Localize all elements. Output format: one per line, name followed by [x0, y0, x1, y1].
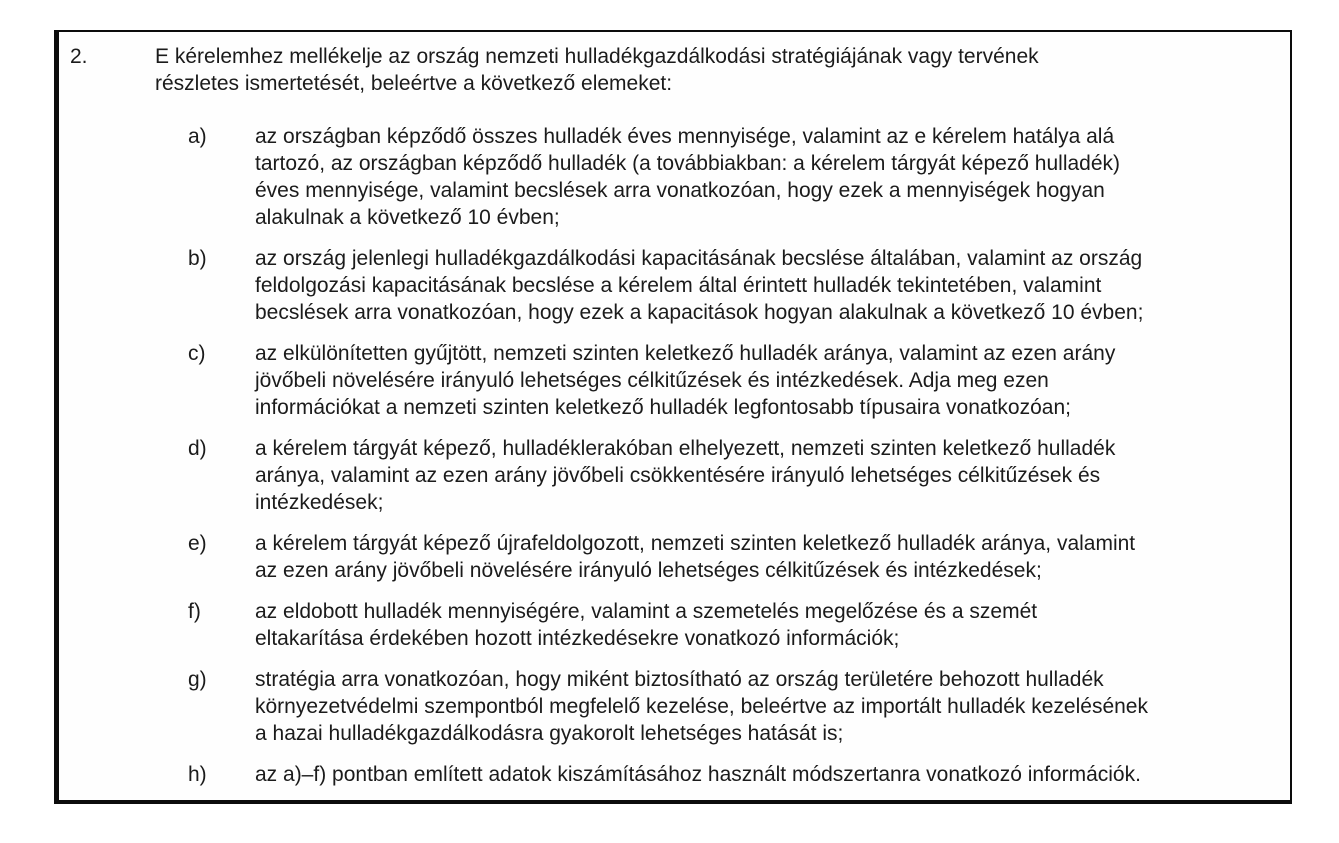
text-line: az ország jelenlegi hulladékgazdálkodási kapacitásának becslése általában, valamint az ország	[255, 247, 1143, 270]
item-number: 2.	[70, 45, 88, 68]
text-line: jövőbeli növelésére irányuló lehetséges célkitűzések és intézkedések. Adja meg ezen	[255, 369, 1049, 392]
text-line: az elkülönítetten gyűjtött, nemzeti szinten keletkező hulladék aránya, valamint az ezen arány	[255, 342, 1116, 365]
list-item	[188, 761, 1272, 788]
text-line: információkat a nemzeti szinten keletkező hulladék legfontosabb típusaira vonatkozóan;	[255, 396, 1071, 419]
text-line: feldolgozási kapacitásának becslése a kérelem által érintett hulladék tekintetében, valamint	[255, 274, 1102, 297]
text-line: eltakarítása érdekében hozott intézkedésekre vonatkozó információk;	[255, 627, 900, 650]
document-frame	[54, 30, 1292, 804]
item-letter: d)	[188, 437, 207, 460]
item-text	[255, 245, 1272, 326]
text-line: az országban képződő összes hulladék éves mennyisége, valamint az e kérelem hatálya alá	[255, 125, 1115, 148]
list-item	[188, 123, 1272, 231]
list-item	[188, 530, 1272, 584]
text-line: az a)–f) pontban említett adatok kiszámításához használt módszertanra vonatkozó információk.	[255, 763, 1141, 786]
text-line: a kérelem tárgyát képező újrafeldolgozott, nemzeti szinten keletkező hulladék aránya, valamint	[255, 532, 1136, 555]
list-item	[188, 598, 1272, 652]
item-text	[255, 123, 1272, 231]
item-letter: b)	[188, 247, 207, 270]
text-line: alakulnak a következő 10 évben;	[255, 206, 560, 229]
item-text	[255, 435, 1272, 516]
text-line: az eldobott hulladék mennyiségére, valamint a szemetelés megelőzése és a szemét	[255, 600, 1038, 623]
item-letter: f)	[188, 600, 201, 623]
item-text	[255, 598, 1272, 652]
intro-paragraph	[155, 43, 1272, 97]
list-item	[188, 340, 1272, 421]
item-letter: g)	[188, 668, 207, 691]
text-line: részletes ismertetését, beleértve a következő elemeket:	[155, 72, 673, 95]
list-item	[188, 666, 1272, 747]
item-letter: e)	[188, 532, 207, 555]
text-line: tartozó, az országban képződő hulladék (a továbbiakban: a kérelem tárgyát képező hulladék)	[255, 152, 1121, 175]
text-line: a kérelem tárgyát képező, hulladéklerakóban elhelyezett, nemzeti szinten keletkező hulladék	[255, 437, 1116, 460]
item-letter: c)	[188, 342, 206, 365]
section-body	[155, 43, 1272, 788]
text-line: E kérelemhez mellékelje az ország nemzeti hulladékgazdálkodási stratégiájának vagy tervének	[155, 45, 1039, 68]
list-item	[188, 245, 1272, 326]
text-line: környezetvédelmi szempontból megfelelő kezelése, beleértve az importált hulladék kezelésének	[255, 695, 1148, 718]
item-letter: a)	[188, 125, 207, 148]
item-letter: h)	[188, 763, 207, 786]
text-line: az ezen arány jövőbeli növelésére irányuló lehetséges célkitűzések és intézkedések;	[255, 559, 1042, 582]
text-line: becslések arra vonatkozóan, hogy ezek a kapacitások hogyan alakulnak a következő 10 évben;	[255, 301, 1144, 324]
text-line: a hazai hulladékgazdálkodásra gyakorolt lehetséges hatását is;	[255, 722, 844, 745]
item-text	[255, 666, 1272, 747]
item-text	[255, 761, 1272, 788]
numbered-section	[67, 43, 1272, 788]
item-text	[255, 340, 1272, 421]
text-line: aránya, valamint az ezen arány jövőbeli csökkentésére irányuló lehetséges célkitűzések és	[255, 464, 1101, 487]
text-line: éves mennyisége, valamint becslések arra vonatkozóan, hogy ezek a mennyiségek hogyan	[255, 179, 1105, 202]
item-text	[255, 530, 1272, 584]
list-item	[188, 435, 1272, 516]
text-line: intézkedések;	[255, 491, 384, 514]
text-line: stratégia arra vonatkozóan, hogy miként biztosítható az ország területére behozott hulladék	[255, 668, 1104, 691]
